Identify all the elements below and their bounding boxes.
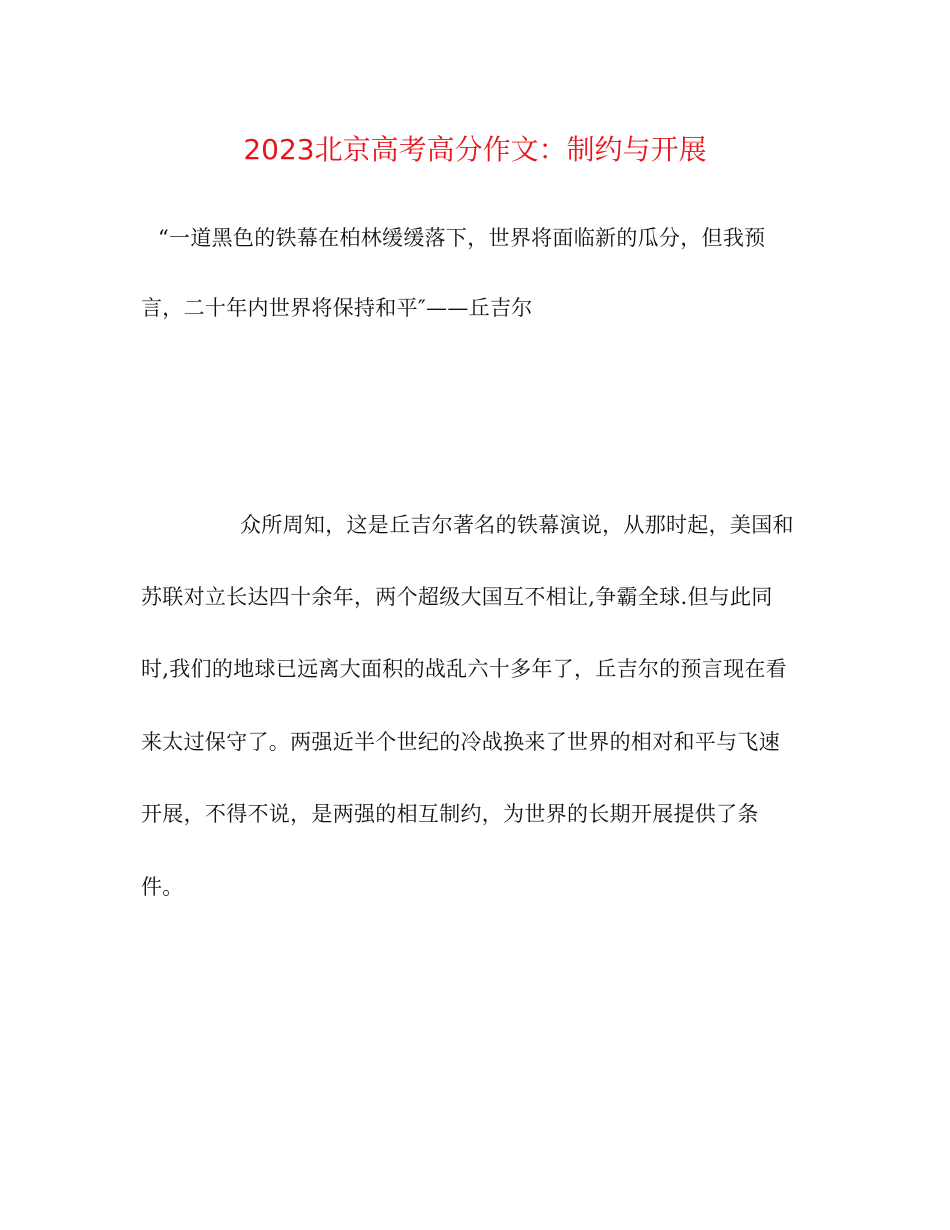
paragraph-line: 来太过保守了。两强近半个世纪的冷战换来了世界的相对和平与飞速 [141,730,780,754]
paragraph-line: 开展，不得不说，是两强的相互制约，为世界的长期开展提供了条 [141,802,759,826]
document-title: 2023北京高考高分作文：制约与开展 [243,133,707,166]
quote-line: 言，二十年内世界将保持和平″——丘吉尔 [141,296,533,320]
paragraph-line: 众所周知，这是丘吉尔著名的铁幕演说，从那时起，美国和 [240,513,794,537]
paragraph-line: 件。 [141,875,184,899]
paragraph-line: 苏联对立长达四十余年，两个超级大国互不相让,争霸全球.但与此同 [141,585,773,609]
paragraph-line: 时,我们的地球已远离大面积的战乱六十多年了，丘吉尔的预言现在看 [141,657,787,681]
quote-line: “一道黑色的铁幕在柏林缓缓落下，世界将面临新的瓜分，但我预 [158,226,766,250]
